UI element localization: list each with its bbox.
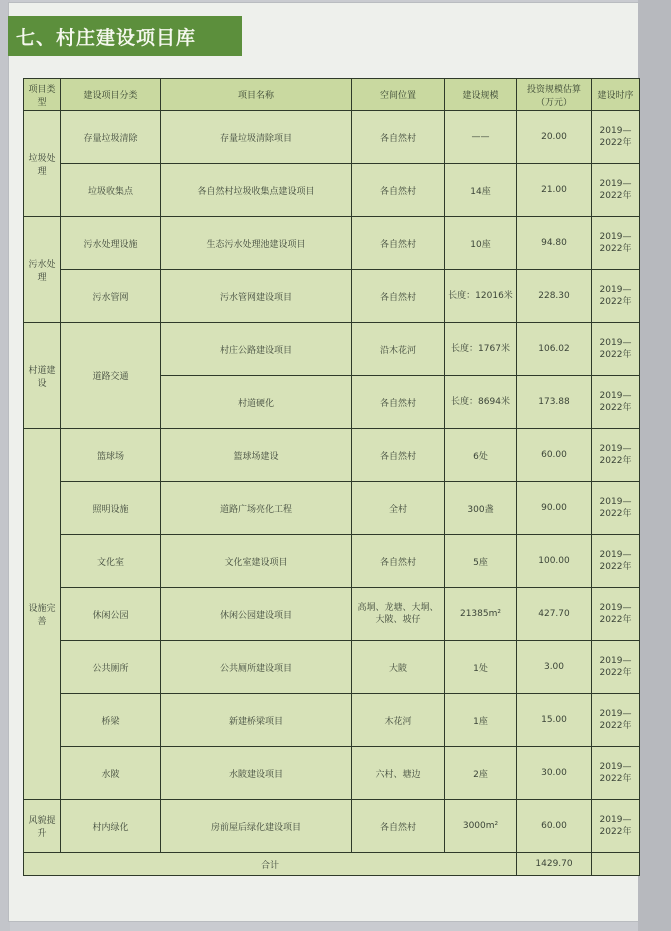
total-period-empty <box>592 853 640 876</box>
investment-cell: 60.00 <box>517 800 592 853</box>
period-cell: 2019—2022年 <box>592 747 640 800</box>
scale-cell: 3000m² <box>445 800 517 853</box>
location-cell: 全村 <box>352 482 445 535</box>
table-row <box>24 588 640 641</box>
period-cell: 2019—2022年 <box>592 535 640 588</box>
scale-cell: 10座 <box>445 217 517 270</box>
table-row <box>24 747 640 800</box>
investment-cell: 90.00 <box>517 482 592 535</box>
scale-cell: 6处 <box>445 429 517 482</box>
period-cell: 2019—2022年 <box>592 217 640 270</box>
scale-cell: 长度：1767米 <box>445 323 517 376</box>
project-name-cell: 新建桥梁项目 <box>161 694 352 747</box>
header-scale: 建设规模 <box>445 79 517 111</box>
subcategory-cell: 垃圾收集点 <box>61 164 161 217</box>
investment-cell: 173.88 <box>517 376 592 429</box>
project-name-cell: 污水管网建设项目 <box>161 270 352 323</box>
subcategory-cell: 污水处理设施 <box>61 217 161 270</box>
header-period: 建设时序 <box>592 79 640 111</box>
table-row <box>24 429 640 482</box>
header-name: 项目名称 <box>161 79 352 111</box>
location-cell: 各自然村 <box>352 429 445 482</box>
total-row <box>24 853 640 876</box>
subcategory-cell: 污水管网 <box>61 270 161 323</box>
project-name-cell: 村庄公路建设项目 <box>161 323 352 376</box>
table-row <box>24 217 640 270</box>
investment-cell: 60.00 <box>517 429 592 482</box>
scale-cell: 21385m² <box>445 588 517 641</box>
investment-cell: 100.00 <box>517 535 592 588</box>
table-row <box>24 323 640 376</box>
scale-cell: 5座 <box>445 535 517 588</box>
scale-cell: 长度：12016米 <box>445 270 517 323</box>
scale-cell: 14座 <box>445 164 517 217</box>
subcategory-cell: 文化室 <box>61 535 161 588</box>
period-cell: 2019—2022年 <box>592 270 640 323</box>
location-cell: 各自然村 <box>352 376 445 429</box>
period-cell: 2019—2022年 <box>592 111 640 164</box>
period-cell: 2019—2022年 <box>592 376 640 429</box>
location-cell: 大陂 <box>352 641 445 694</box>
scale-cell: 2座 <box>445 747 517 800</box>
total-investment: 1429.70 <box>517 853 592 876</box>
table-header-row <box>24 79 640 111</box>
investment-cell: 94.80 <box>517 217 592 270</box>
category-cell: 垃圾处理 <box>24 111 61 217</box>
section-title: 七、村庄建设项目库 <box>16 26 197 49</box>
category-cell: 污水处理 <box>24 217 61 323</box>
total-label: 合计 <box>24 853 517 876</box>
category-cell: 设施完善 <box>24 429 61 800</box>
period-cell: 2019—2022年 <box>592 429 640 482</box>
location-cell: 各自然村 <box>352 535 445 588</box>
project-name-cell: 休闲公园建设项目 <box>161 588 352 641</box>
header-subcategory: 建设项目分类 <box>61 79 161 111</box>
project-name-cell: 道路广场亮化工程 <box>161 482 352 535</box>
scale-cell: 长度：8694米 <box>445 376 517 429</box>
investment-cell: 3.00 <box>517 641 592 694</box>
project-name-cell: 村道硬化 <box>161 376 352 429</box>
subcategory-cell: 篮球场 <box>61 429 161 482</box>
project-name-cell: 房前屋后绿化建设项目 <box>161 800 352 853</box>
period-cell: 2019—2022年 <box>592 588 640 641</box>
table-row <box>24 535 640 588</box>
scale-cell: 1处 <box>445 641 517 694</box>
period-cell: 2019—2022年 <box>592 164 640 217</box>
investment-cell: 228.30 <box>517 270 592 323</box>
scale-cell: 300盏 <box>445 482 517 535</box>
header-investment: 投资规模估算（万元） <box>517 79 592 111</box>
location-cell: 高垌、龙塘、大垌、大陂、坡仔 <box>352 588 445 641</box>
location-cell: 木花河 <box>352 694 445 747</box>
investment-cell: 30.00 <box>517 747 592 800</box>
subcategory-cell: 桥梁 <box>61 694 161 747</box>
location-cell: 各自然村 <box>352 800 445 853</box>
period-cell: 2019—2022年 <box>592 323 640 376</box>
investment-cell: 106.02 <box>517 323 592 376</box>
project-name-cell: 文化室建设项目 <box>161 535 352 588</box>
table-row <box>24 641 640 694</box>
location-cell: 沿木花河 <box>352 323 445 376</box>
section-title-band <box>8 16 242 56</box>
subcategory-cell: 村内绿化 <box>61 800 161 853</box>
project-table <box>23 78 640 876</box>
period-cell: 2019—2022年 <box>592 800 640 853</box>
subcategory-cell: 水陂 <box>61 747 161 800</box>
right-page-edge <box>638 0 671 931</box>
period-cell: 2019—2022年 <box>592 482 640 535</box>
project-name-cell: 水陂建设项目 <box>161 747 352 800</box>
table-row <box>24 800 640 853</box>
scale-cell: —— <box>445 111 517 164</box>
period-cell: 2019—2022年 <box>592 641 640 694</box>
project-name-cell: 各自然村垃圾收集点建设项目 <box>161 164 352 217</box>
period-cell: 2019—2022年 <box>592 694 640 747</box>
location-cell: 各自然村 <box>352 164 445 217</box>
table-row <box>24 270 640 323</box>
subcategory-cell: 存量垃圾清除 <box>61 111 161 164</box>
location-cell: 各自然村 <box>352 217 445 270</box>
table-row <box>24 111 640 164</box>
location-cell: 六村、塘边 <box>352 747 445 800</box>
table-row <box>24 694 640 747</box>
project-name-cell: 公共厕所建设项目 <box>161 641 352 694</box>
category-cell: 风貌提升 <box>24 800 61 853</box>
project-name-cell: 存量垃圾清除项目 <box>161 111 352 164</box>
project-name-cell: 生态污水处理池建设项目 <box>161 217 352 270</box>
investment-cell: 21.00 <box>517 164 592 217</box>
category-cell: 村道建设 <box>24 323 61 429</box>
location-cell: 各自然村 <box>352 270 445 323</box>
header-category: 项目类型 <box>24 79 61 111</box>
investment-cell: 15.00 <box>517 694 592 747</box>
table-row <box>24 482 640 535</box>
investment-cell: 20.00 <box>517 111 592 164</box>
location-cell: 各自然村 <box>352 111 445 164</box>
scale-cell: 1座 <box>445 694 517 747</box>
subcategory-cell: 照明设施 <box>61 482 161 535</box>
table-row <box>24 164 640 217</box>
subcategory-cell: 休闲公园 <box>61 588 161 641</box>
investment-cell: 427.70 <box>517 588 592 641</box>
project-name-cell: 篮球场建设 <box>161 429 352 482</box>
subcategory-cell: 道路交通 <box>61 323 161 429</box>
subcategory-cell: 公共厕所 <box>61 641 161 694</box>
header-location: 空间位置 <box>352 79 445 111</box>
